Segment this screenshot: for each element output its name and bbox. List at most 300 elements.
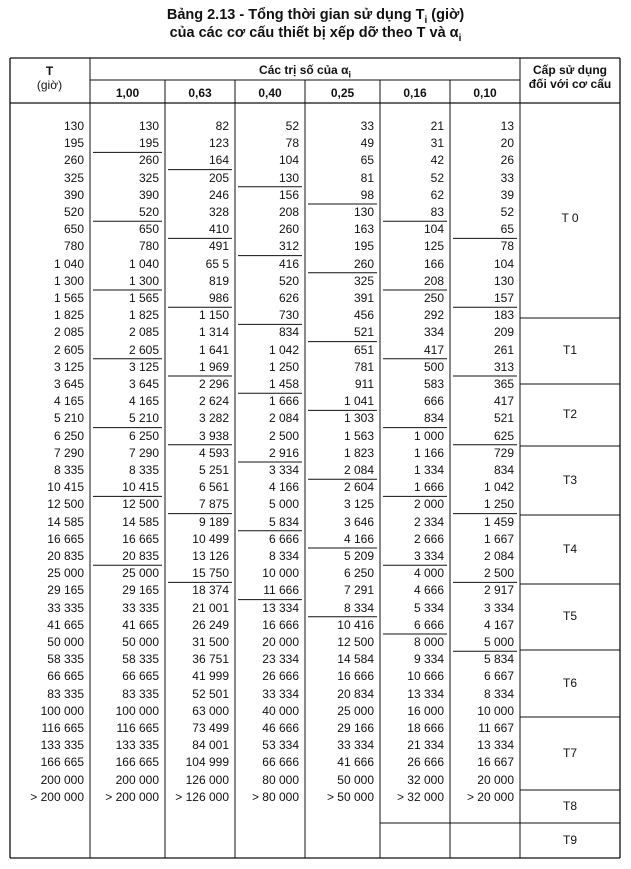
- cell-value: > 32 000: [396, 789, 444, 804]
- cell-value: 456: [353, 308, 374, 323]
- t-value: 14 585: [47, 514, 84, 529]
- cell-value: 50 000: [337, 772, 374, 787]
- t-value: 325: [63, 170, 84, 185]
- cell-value: 10 415: [122, 480, 159, 495]
- cell-value: 21: [430, 119, 444, 133]
- t-value: 10 415: [47, 480, 84, 495]
- cell-value: 26 249: [192, 617, 229, 632]
- cell-value: 2 624: [198, 394, 229, 409]
- cell-value: 3 645: [128, 377, 159, 391]
- cell-value: 164: [208, 153, 229, 168]
- cell-value: 1 969: [198, 359, 229, 374]
- cell-value: 7 290: [128, 445, 159, 460]
- cell-value: 80 000: [262, 772, 299, 787]
- cell-value: 123: [208, 136, 229, 151]
- t-value: 50 000: [47, 635, 84, 649]
- cell-value: 5 334: [413, 600, 444, 615]
- cell-value: 41 666: [337, 755, 374, 770]
- t-value: 650: [63, 222, 84, 237]
- cell-value: 195: [353, 239, 374, 254]
- cell-value: 4 666: [413, 583, 444, 598]
- cell-value: > 200 000: [105, 789, 159, 804]
- cell-value: 5 209: [343, 549, 374, 563]
- cell-value: 26 666: [262, 669, 299, 684]
- usage-class-7: T7: [562, 745, 577, 760]
- cell-value: 1 667: [483, 531, 514, 546]
- cell-value: 6 250: [128, 428, 159, 443]
- t-value: 1 300: [53, 273, 84, 288]
- cell-value: 13 334: [262, 600, 299, 615]
- cell-value: 1 040: [128, 256, 159, 271]
- cell-value: 520: [278, 273, 299, 288]
- cell-value: 3 125: [128, 359, 159, 374]
- cell-value: 6 561: [198, 480, 229, 495]
- usage-class-6: T6: [562, 675, 577, 690]
- cell-value: 53 334: [262, 738, 299, 753]
- cell-value: 417: [493, 394, 514, 409]
- cell-value: 49: [360, 136, 374, 151]
- cell-value: 365: [493, 377, 514, 391]
- cell-value: 133 335: [115, 738, 159, 753]
- cell-value: 260: [278, 222, 299, 237]
- header-alpha-3: 0,25: [330, 86, 355, 100]
- cell-value: 16 666: [262, 617, 299, 632]
- cell-value: 2 500: [483, 566, 514, 581]
- cell-value: 1 166: [413, 445, 444, 460]
- cell-value: 2 605: [128, 342, 159, 357]
- cell-value: 834: [493, 463, 514, 477]
- t-value: 2 605: [53, 342, 84, 357]
- cell-value: 18 666: [407, 721, 444, 735]
- cell-value: 3 334: [268, 463, 299, 477]
- cell-value: 156: [278, 187, 299, 202]
- cell-value: 58 335: [122, 652, 159, 667]
- cell-value: 334: [423, 325, 444, 340]
- cell-value: 208: [423, 273, 444, 288]
- t-value: 390: [63, 187, 84, 202]
- cell-value: 8 334: [343, 600, 374, 615]
- cell-value: 25 000: [122, 566, 159, 581]
- cell-value: 2 604: [343, 480, 374, 495]
- cell-value: 10 000: [262, 566, 299, 581]
- usage-class-4: T4: [562, 541, 577, 556]
- cell-value: 46 666: [262, 721, 299, 735]
- t-value: 133 335: [40, 738, 84, 753]
- cell-value: 1 000: [413, 428, 444, 443]
- header-t: T (giờ): [36, 64, 63, 92]
- cell-value: 4 166: [343, 531, 374, 546]
- cell-value: 2 084: [343, 463, 374, 477]
- cell-value: 1 823: [343, 445, 374, 460]
- header-alpha-4: 0,16: [403, 86, 427, 100]
- cell-value: 246: [208, 187, 229, 202]
- cell-value: 84 001: [192, 738, 229, 753]
- t-value: 116 665: [41, 721, 84, 735]
- cell-value: 130: [278, 170, 299, 185]
- cell-value: 33: [360, 119, 374, 133]
- cell-value: 130: [353, 205, 374, 219]
- cell-value: 416: [278, 256, 299, 271]
- cell-value: 5 834: [483, 652, 514, 667]
- cell-value: 250: [423, 291, 444, 305]
- t-value: 1 825: [53, 308, 84, 323]
- cell-value: > 80 000: [251, 789, 299, 804]
- cell-value: 4 000: [413, 566, 444, 581]
- cell-value: 11 666: [263, 583, 299, 598]
- cell-value: > 126 000: [175, 789, 229, 804]
- cell-value: 2 000: [413, 497, 444, 512]
- cell-value: 32 000: [407, 772, 444, 787]
- cell-value: 2 500: [268, 428, 299, 443]
- cell-value: 15 750: [192, 566, 229, 581]
- t-value: 7 290: [53, 445, 84, 460]
- cell-value: 390: [138, 187, 159, 202]
- cell-value: 491: [208, 239, 229, 254]
- cell-value: 1 303: [343, 411, 374, 426]
- cell-value: 20 000: [262, 635, 299, 649]
- cell-value: 8 334: [268, 549, 299, 563]
- cell-value: 1 825: [128, 308, 159, 323]
- cell-value: 52: [285, 119, 299, 133]
- cell-value: 52: [500, 205, 514, 219]
- cell-value: 65 5: [205, 256, 229, 271]
- cell-value: 2 085: [128, 325, 159, 340]
- cell-value: 11 667: [478, 721, 514, 735]
- cell-value: 911: [354, 377, 374, 391]
- header-class: Cấp sử dụng đối với cơ cấu: [528, 63, 612, 91]
- cell-value: 6 666: [268, 531, 299, 546]
- cell-value: 651: [353, 342, 374, 357]
- cell-value: 14 585: [122, 514, 159, 529]
- t-value: 58 335: [47, 652, 84, 667]
- cell-value: 16 666: [337, 669, 374, 684]
- cell-value: 3 334: [413, 549, 444, 563]
- cell-value: 2 296: [198, 377, 229, 391]
- cell-value: 65: [500, 222, 514, 237]
- t-value: 8 335: [53, 463, 84, 477]
- cell-value: 261: [493, 342, 514, 357]
- cell-value: 8 334: [483, 686, 514, 701]
- cell-value: 20 835: [122, 549, 159, 563]
- table-title-line-2: của các cơ cấu thiết bị xếp dỡ theo T và $\alpha_i$: [169, 25, 462, 44]
- t-value: 1 565: [53, 291, 84, 305]
- cell-value: 6 666: [413, 617, 444, 632]
- cell-value: 292: [423, 308, 444, 323]
- t-value: 520: [63, 205, 84, 219]
- cell-value: 2 084: [268, 411, 299, 426]
- cell-value: 2 917: [483, 583, 514, 598]
- cell-value: 8 335: [128, 463, 159, 477]
- cell-value: 73 499: [192, 721, 229, 735]
- cell-value: 325: [353, 273, 374, 288]
- cell-value: 166 665: [115, 755, 159, 770]
- cell-value: 104: [423, 222, 444, 237]
- t-value: 25 000: [47, 566, 84, 581]
- header-alpha-group: Các trị số của $\alpha_i$: [259, 63, 351, 80]
- cell-value: 104: [493, 256, 514, 271]
- cell-value: 166: [423, 256, 444, 271]
- cell-value: 9 189: [198, 514, 229, 529]
- t-value: 100 000: [40, 703, 84, 718]
- cell-value: 1 250: [483, 497, 514, 512]
- cell-value: 25 000: [337, 703, 374, 718]
- cell-value: 1 641: [198, 342, 229, 357]
- cell-value: 183: [493, 308, 514, 323]
- cell-value: 5 251: [198, 463, 229, 477]
- usage-class-0: T 0: [561, 210, 579, 225]
- cell-value: 13 334: [477, 738, 514, 753]
- cell-value: 16 667: [477, 755, 514, 770]
- header-alpha-1: 0,63: [188, 86, 212, 100]
- cell-value: 986: [208, 291, 229, 305]
- cell-value: 20: [500, 136, 514, 151]
- cell-value: 18 374: [192, 583, 229, 598]
- cell-value: 29 165: [122, 583, 159, 598]
- cell-value: 63 000: [192, 703, 229, 718]
- cell-value: 10 000: [477, 703, 514, 718]
- cell-value: 260: [138, 153, 159, 168]
- usage-class-8: T8: [562, 798, 577, 813]
- cell-value: 5 210: [128, 411, 159, 426]
- cell-value: 33: [500, 170, 514, 185]
- t-value: 5 210: [53, 411, 84, 426]
- cell-value: 4 167: [483, 617, 514, 632]
- t-value: 260: [63, 153, 84, 168]
- cell-value: 625: [493, 428, 514, 443]
- t-value: 2 085: [53, 325, 84, 340]
- cell-value: 410: [208, 222, 229, 237]
- cell-value: 1 041: [343, 394, 374, 409]
- cell-value: 1 300: [128, 273, 159, 288]
- cell-value: 42: [430, 153, 444, 168]
- cell-value: 5 000: [483, 635, 514, 649]
- cell-value: 312: [278, 239, 299, 254]
- header-alpha-0: 1,00: [115, 86, 140, 100]
- cell-value: 1 250: [268, 359, 299, 374]
- cell-value: 9 334: [413, 652, 444, 667]
- cell-value: 200 000: [115, 772, 159, 787]
- cell-value: 666: [423, 394, 444, 409]
- t-value: 130: [63, 119, 84, 133]
- cell-value: 41 665: [122, 617, 159, 632]
- t-value: 83 335: [47, 686, 84, 701]
- cell-value: 33 335: [122, 600, 159, 615]
- cell-value: 4 165: [128, 394, 159, 409]
- cell-value: 98: [360, 187, 374, 202]
- t-value: 6 250: [53, 428, 84, 443]
- cell-value: 3 938: [198, 428, 229, 443]
- t-value: 66 665: [47, 669, 84, 684]
- cell-value: 6 667: [483, 669, 514, 684]
- cell-value: 1 150: [198, 308, 229, 323]
- t-value: 20 835: [47, 549, 84, 563]
- cell-value: 650: [138, 222, 159, 237]
- cell-value: 163: [353, 222, 374, 237]
- cell-value: 26 666: [407, 755, 444, 770]
- cell-value: 130: [493, 273, 514, 288]
- cell-value: 1 458: [268, 377, 299, 391]
- cell-value: 39: [500, 187, 514, 202]
- cell-value: 78: [500, 239, 514, 254]
- cell-value: 116 665: [116, 721, 159, 735]
- cell-value: 16 000: [407, 703, 444, 718]
- cell-value: 3 125: [343, 497, 374, 512]
- usage-class-2: T2: [562, 407, 577, 421]
- cell-value: 260: [353, 256, 374, 271]
- cell-value: 1 334: [413, 463, 444, 477]
- cell-value: 23 334: [262, 652, 299, 667]
- cell-value: 104: [278, 153, 299, 168]
- cell-value: 52: [430, 170, 444, 185]
- t-value: 12 500: [47, 497, 84, 512]
- cell-value: 29 166: [337, 721, 374, 735]
- cell-value: 10 499: [192, 531, 229, 546]
- cell-value: 20 834: [337, 686, 374, 701]
- usage-class-5: T5: [562, 609, 577, 623]
- cell-value: 12 500: [122, 497, 159, 512]
- cell-value: 33 334: [337, 738, 374, 753]
- cell-value: 2 084: [483, 549, 514, 563]
- cell-value: 10 416: [337, 617, 374, 632]
- cell-value: 8 000: [413, 635, 444, 649]
- cell-value: 16 665: [122, 531, 159, 546]
- cell-value: 66 665: [122, 669, 159, 684]
- cell-value: 2 334: [413, 514, 444, 529]
- cell-value: 130: [138, 119, 159, 133]
- cell-value: 819: [208, 273, 229, 288]
- cell-value: > 20 000: [466, 789, 514, 804]
- cell-value: 500: [423, 359, 444, 374]
- cell-value: 78: [285, 136, 299, 151]
- cell-value: 3 282: [198, 411, 229, 426]
- cell-value: 10 666: [407, 669, 444, 684]
- cell-value: 780: [138, 239, 159, 254]
- cell-value: 781: [353, 359, 374, 374]
- header-alpha-5: 0,10: [473, 86, 497, 100]
- cell-value: 14 584: [337, 652, 374, 667]
- cell-value: 31 500: [192, 635, 229, 649]
- cell-value: 82: [215, 119, 229, 133]
- cell-value: 81: [360, 170, 374, 185]
- cell-value: 21 334: [407, 738, 444, 753]
- t-value: 3 645: [53, 377, 84, 391]
- cell-value: 208: [278, 205, 299, 219]
- cell-value: 83: [430, 205, 444, 219]
- t-value: 780: [63, 239, 84, 254]
- cell-value: 391: [353, 291, 374, 305]
- t-value: 29 165: [47, 583, 84, 598]
- cell-value: 40 000: [262, 703, 299, 718]
- cell-value: 5 834: [268, 514, 299, 529]
- t-value: 195: [63, 136, 84, 151]
- cell-value: 125: [423, 239, 444, 254]
- cell-value: 209: [493, 325, 514, 340]
- cell-value: 195: [138, 136, 159, 151]
- cell-value: 1 459: [483, 514, 514, 529]
- cell-value: 126 000: [185, 772, 229, 787]
- cell-value: 1 563: [343, 428, 374, 443]
- cell-value: 730: [278, 308, 299, 323]
- cell-value: 157: [493, 291, 514, 305]
- cell-value: 20 000: [477, 772, 514, 787]
- usage-class-9: T9: [562, 832, 577, 847]
- cell-value: 1 042: [268, 342, 299, 357]
- t-value: 166 665: [40, 755, 84, 770]
- cell-value: 31: [430, 136, 444, 151]
- cell-value: 328: [208, 205, 229, 219]
- cell-value: 66 666: [262, 755, 299, 770]
- cell-value: 521: [353, 325, 374, 340]
- cell-value: 12 500: [337, 635, 374, 649]
- cell-value: 417: [423, 342, 444, 357]
- cell-value: 1 565: [128, 291, 159, 305]
- t-value: 33 335: [47, 600, 84, 615]
- cell-value: 4 166: [268, 480, 299, 495]
- cell-value: 6 250: [343, 566, 374, 581]
- cell-value: 205: [208, 170, 229, 185]
- cell-value: 7 875: [198, 497, 229, 512]
- cell-value: 729: [493, 445, 514, 460]
- cell-value: 104 999: [185, 755, 229, 770]
- cell-value: 5 000: [268, 497, 299, 512]
- cell-value: 36 751: [192, 652, 229, 667]
- cell-value: 583: [423, 377, 444, 391]
- cell-value: 520: [138, 205, 159, 219]
- cell-value: 4 593: [198, 445, 229, 460]
- cell-value: 834: [278, 325, 299, 340]
- cell-value: 100 000: [115, 703, 159, 718]
- cell-value: 1 666: [268, 394, 299, 409]
- cell-value: 1 042: [483, 480, 514, 495]
- cell-value: 65: [360, 153, 374, 168]
- t-value: 4 165: [53, 394, 84, 409]
- cell-value: 7 291: [343, 583, 374, 598]
- cell-value: 50 000: [122, 635, 159, 649]
- cell-value: 21 001: [192, 600, 229, 615]
- t-value: > 200 000: [30, 789, 84, 804]
- cell-value: 2 666: [413, 531, 444, 546]
- cell-value: > 50 000: [326, 789, 374, 804]
- cell-value: 3 334: [483, 600, 514, 615]
- usage-class-3: T3: [562, 472, 577, 487]
- cell-value: 13: [500, 119, 514, 133]
- cell-value: 13 126: [192, 549, 229, 563]
- header-alpha-2: 0,40: [258, 86, 282, 100]
- cell-value: 2 916: [268, 445, 299, 460]
- cell-value: 626: [278, 291, 299, 305]
- t-value: 1 040: [53, 256, 84, 271]
- usage-class-1: T1: [562, 343, 577, 357]
- cell-value: 33 334: [262, 686, 299, 701]
- cell-value: 325: [138, 170, 159, 185]
- t-value: 3 125: [53, 359, 84, 374]
- cell-value: 3 646: [343, 514, 374, 529]
- cell-value: 83 335: [122, 686, 159, 701]
- table-title-line-1: Bảng 2.13 - Tổng thời gian sử dụng $T_i$ (giờ): [166, 7, 465, 26]
- t-value: 200 000: [40, 772, 84, 787]
- cell-value: 41 999: [192, 669, 229, 684]
- cell-value: 834: [423, 411, 444, 426]
- cell-value: 26: [500, 153, 514, 168]
- t-value: 41 665: [47, 617, 84, 632]
- cell-value: 52 501: [192, 686, 229, 701]
- cell-value: 13 334: [407, 686, 444, 701]
- cell-value: 521: [493, 411, 514, 426]
- t-value: 16 665: [47, 531, 84, 546]
- cell-value: 62: [430, 187, 444, 202]
- cell-value: 1 314: [198, 325, 229, 340]
- cell-value: 1 666: [413, 480, 444, 495]
